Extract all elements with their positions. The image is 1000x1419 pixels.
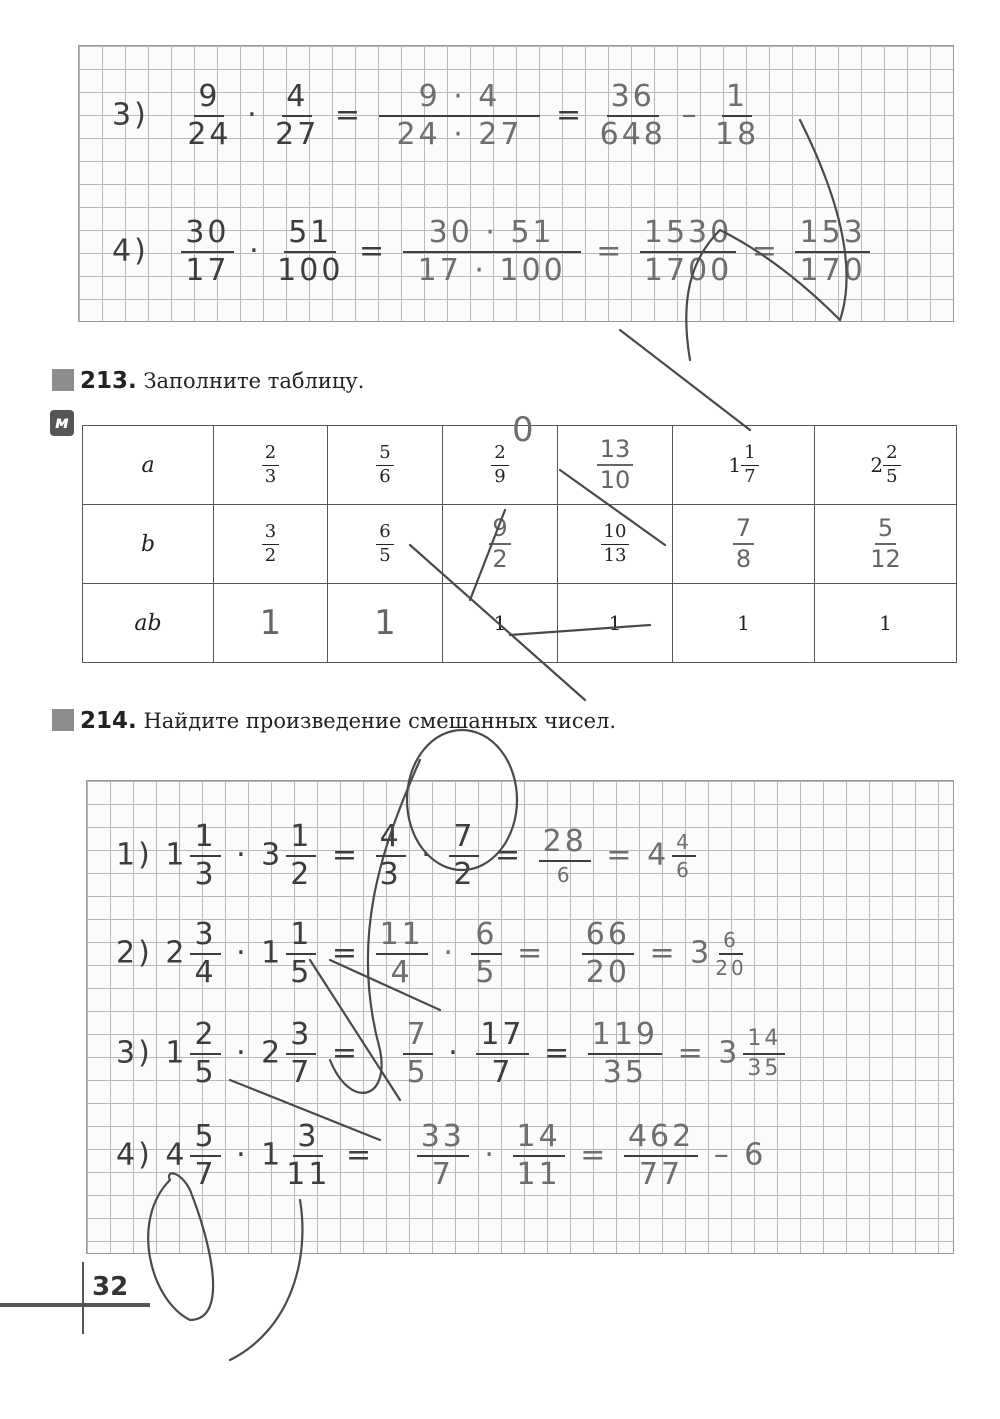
den: 2 bbox=[492, 545, 508, 573]
den: 648 bbox=[599, 117, 666, 152]
whole: 1 bbox=[261, 935, 284, 971]
den: 3 bbox=[194, 857, 217, 892]
eq: = bbox=[606, 837, 635, 873]
num: 14 bbox=[743, 1028, 785, 1055]
whole: 2 bbox=[261, 1035, 284, 1071]
table-cell bbox=[443, 426, 558, 505]
task-marker-icon bbox=[52, 369, 74, 391]
num: 1 bbox=[190, 822, 220, 857]
table-cell bbox=[214, 505, 328, 584]
den: 20 bbox=[585, 955, 630, 990]
num: 4 bbox=[672, 832, 696, 857]
result: 6 bbox=[744, 1137, 767, 1173]
table-cell bbox=[328, 584, 443, 663]
eq: = bbox=[334, 97, 364, 133]
whole: 3 bbox=[690, 935, 713, 971]
num: 4 bbox=[376, 822, 406, 857]
whole: 1 bbox=[165, 837, 188, 873]
num: 51 bbox=[284, 218, 336, 253]
den: 5 bbox=[379, 544, 391, 566]
num: 66 bbox=[582, 920, 634, 955]
den: 3 bbox=[264, 465, 277, 487]
table-row-ab bbox=[83, 584, 957, 663]
num: 1 bbox=[286, 920, 316, 955]
page-number: 32 bbox=[92, 1272, 129, 1302]
num: 5 bbox=[376, 444, 393, 466]
dot: · bbox=[448, 1035, 461, 1071]
den: 5 bbox=[194, 1055, 217, 1090]
row-label: 3) bbox=[112, 97, 149, 133]
num: 6 bbox=[376, 523, 393, 545]
table-cell bbox=[558, 584, 673, 663]
row-label: 3) bbox=[116, 1035, 153, 1071]
table-cell bbox=[673, 505, 815, 584]
num: 10 bbox=[601, 523, 630, 545]
num: 4 bbox=[282, 82, 312, 117]
ex214-row2 bbox=[116, 917, 750, 990]
dot: · bbox=[443, 935, 456, 971]
whole: 1 bbox=[728, 453, 742, 477]
eq: = bbox=[517, 935, 546, 971]
num: 2 bbox=[262, 444, 279, 466]
row-header-b: b bbox=[83, 505, 214, 584]
product-table bbox=[82, 425, 957, 663]
table-cell bbox=[328, 426, 443, 505]
dot: · bbox=[247, 97, 260, 133]
num: 36 bbox=[607, 82, 659, 117]
den: 24 bbox=[187, 117, 232, 152]
den: 13 bbox=[603, 544, 627, 566]
ex214-row4 bbox=[116, 1119, 767, 1192]
eq: = bbox=[358, 233, 388, 269]
den: 10 bbox=[599, 466, 631, 494]
den: 11 bbox=[516, 1157, 561, 1192]
dot: · bbox=[484, 1137, 497, 1173]
num: 9 · 4 bbox=[379, 82, 541, 117]
whole: 2 bbox=[870, 453, 884, 477]
whole: 1 bbox=[165, 1035, 188, 1071]
row-header-a: a bbox=[83, 426, 214, 505]
row-header-ab: ab bbox=[83, 584, 214, 663]
eq: = bbox=[580, 1137, 609, 1173]
num: 5 bbox=[875, 516, 896, 545]
num: 9 bbox=[194, 82, 224, 117]
ex214-row1 bbox=[116, 819, 699, 892]
table-cell bbox=[673, 584, 815, 663]
table-cell bbox=[214, 426, 328, 505]
ex214-row3 bbox=[116, 1017, 788, 1090]
num: 13 bbox=[597, 437, 634, 466]
num: 1 bbox=[741, 444, 758, 466]
value: 1 bbox=[259, 603, 282, 643]
num: 3 bbox=[293, 1122, 323, 1157]
dash: – bbox=[713, 1137, 732, 1173]
num: 7 bbox=[733, 516, 754, 545]
task-214-heading bbox=[52, 708, 616, 734]
num: 30 bbox=[181, 218, 233, 253]
den: 4 bbox=[390, 955, 413, 990]
row-label: 4) bbox=[116, 1137, 153, 1173]
den: 9 bbox=[494, 465, 506, 487]
task-marker-icon bbox=[52, 709, 74, 731]
whole: 4 bbox=[647, 837, 670, 873]
den: 7 bbox=[194, 1157, 217, 1192]
dot: · bbox=[236, 1137, 249, 1173]
den: 7 bbox=[290, 1055, 313, 1090]
ex212-row4 bbox=[112, 215, 873, 288]
num: 30 · 51 bbox=[403, 218, 581, 253]
num: 462 bbox=[624, 1122, 698, 1157]
task-213-heading bbox=[52, 368, 364, 394]
num: 119 bbox=[588, 1020, 662, 1055]
num: 11 bbox=[376, 920, 428, 955]
dot: · bbox=[421, 837, 434, 873]
eq: = bbox=[544, 1035, 573, 1071]
ex212-row3 bbox=[112, 79, 762, 152]
eq: = bbox=[596, 233, 625, 269]
den: 2 bbox=[290, 857, 313, 892]
den: 17 · 100 bbox=[417, 253, 566, 288]
num: 14 bbox=[513, 1122, 565, 1157]
den: 2 bbox=[453, 857, 476, 892]
whole: 1 bbox=[261, 1137, 284, 1173]
den: 17 bbox=[185, 253, 230, 288]
eq: = bbox=[331, 1035, 361, 1071]
num: 33 bbox=[417, 1122, 469, 1157]
eq: = bbox=[555, 97, 585, 133]
den: 35 bbox=[747, 1056, 782, 1081]
task-text: Найдите произведение смешанных чисел. bbox=[143, 709, 617, 733]
den: 5 bbox=[475, 955, 498, 990]
num: 5 bbox=[190, 1122, 220, 1157]
table-cell bbox=[558, 505, 673, 584]
value: 1 bbox=[493, 611, 507, 635]
den: 6 bbox=[676, 858, 692, 882]
m-badge-icon: м bbox=[50, 410, 74, 436]
den: 27 bbox=[275, 117, 320, 152]
den: 11 bbox=[286, 1157, 331, 1192]
value: 1 bbox=[737, 611, 750, 635]
num: 28 bbox=[539, 827, 591, 862]
den: 1700 bbox=[643, 253, 733, 288]
page-margin-line bbox=[82, 1262, 84, 1334]
whole: 3 bbox=[261, 837, 284, 873]
den: 35 bbox=[602, 1055, 647, 1090]
den: 5 bbox=[290, 955, 313, 990]
row-label: 4) bbox=[112, 233, 149, 269]
row-label: 2) bbox=[116, 935, 153, 971]
row-label: 1) bbox=[116, 837, 153, 873]
dot: · bbox=[249, 233, 262, 269]
den: 20 bbox=[715, 956, 747, 980]
table-row-b bbox=[83, 505, 957, 584]
den: 7 bbox=[491, 1055, 514, 1090]
dash: = bbox=[751, 233, 780, 269]
page-footer-rule bbox=[0, 1303, 150, 1307]
num: 153 bbox=[795, 218, 869, 253]
table-cell bbox=[815, 426, 957, 505]
den: 100 bbox=[277, 253, 344, 288]
whole: 4 bbox=[165, 1137, 188, 1173]
dot: · bbox=[236, 837, 249, 873]
eq: = bbox=[677, 1035, 706, 1071]
dot: · bbox=[236, 1035, 249, 1071]
den: 6 bbox=[379, 465, 391, 487]
num: 1 bbox=[286, 822, 316, 857]
dash: – bbox=[681, 97, 700, 133]
value: 1 bbox=[374, 603, 396, 643]
task-text: Заполните таблицу. bbox=[143, 369, 365, 393]
task-number: 213. bbox=[80, 368, 137, 394]
num: 2 bbox=[883, 444, 900, 466]
eq: = bbox=[331, 935, 361, 971]
den: 5 bbox=[406, 1055, 429, 1090]
whole: 3 bbox=[718, 1035, 741, 1071]
eq: = bbox=[649, 935, 678, 971]
value: 1 bbox=[608, 611, 622, 635]
den: 77 bbox=[638, 1157, 684, 1192]
scribble bbox=[620, 330, 750, 430]
table-cell bbox=[673, 426, 815, 505]
value: 1 bbox=[879, 611, 892, 635]
eq: = bbox=[331, 837, 361, 873]
den: 7 bbox=[744, 465, 756, 487]
num: 3 bbox=[286, 1020, 316, 1055]
num: 17 bbox=[476, 1020, 528, 1055]
den: 18 bbox=[714, 117, 760, 152]
table-cell bbox=[443, 505, 558, 584]
num: 1 bbox=[722, 82, 752, 117]
num: 7 bbox=[449, 822, 479, 857]
num: 2 bbox=[190, 1020, 220, 1055]
den: 3 bbox=[379, 857, 402, 892]
den: 12 bbox=[870, 545, 901, 573]
num: 3 bbox=[262, 523, 279, 545]
task-number: 214. bbox=[80, 708, 137, 734]
den: 6 bbox=[556, 863, 573, 887]
num: 1530 bbox=[640, 218, 736, 253]
dot: · bbox=[236, 935, 249, 971]
num: 6 bbox=[471, 920, 501, 955]
eq: = bbox=[494, 837, 524, 873]
den: 170 bbox=[799, 253, 866, 288]
den: 5 bbox=[886, 465, 898, 487]
den: 7 bbox=[431, 1157, 454, 1192]
num: 9 bbox=[489, 516, 510, 545]
den: 24 · 27 bbox=[396, 117, 523, 152]
table-cell bbox=[214, 584, 328, 663]
eq: = bbox=[346, 1137, 375, 1173]
table-cell bbox=[443, 584, 558, 663]
num: 2 bbox=[491, 444, 508, 466]
den: 8 bbox=[735, 545, 752, 573]
den: 2 bbox=[264, 544, 277, 566]
stray-mark: 0 bbox=[512, 410, 537, 450]
table-cell bbox=[815, 505, 957, 584]
table-cell bbox=[558, 426, 673, 505]
whole: 2 bbox=[165, 935, 188, 971]
table-cell bbox=[328, 505, 443, 584]
num: 6 bbox=[719, 930, 743, 955]
num: 3 bbox=[190, 920, 220, 955]
num: 7 bbox=[403, 1020, 433, 1055]
table-cell bbox=[815, 584, 957, 663]
den: 4 bbox=[194, 955, 217, 990]
